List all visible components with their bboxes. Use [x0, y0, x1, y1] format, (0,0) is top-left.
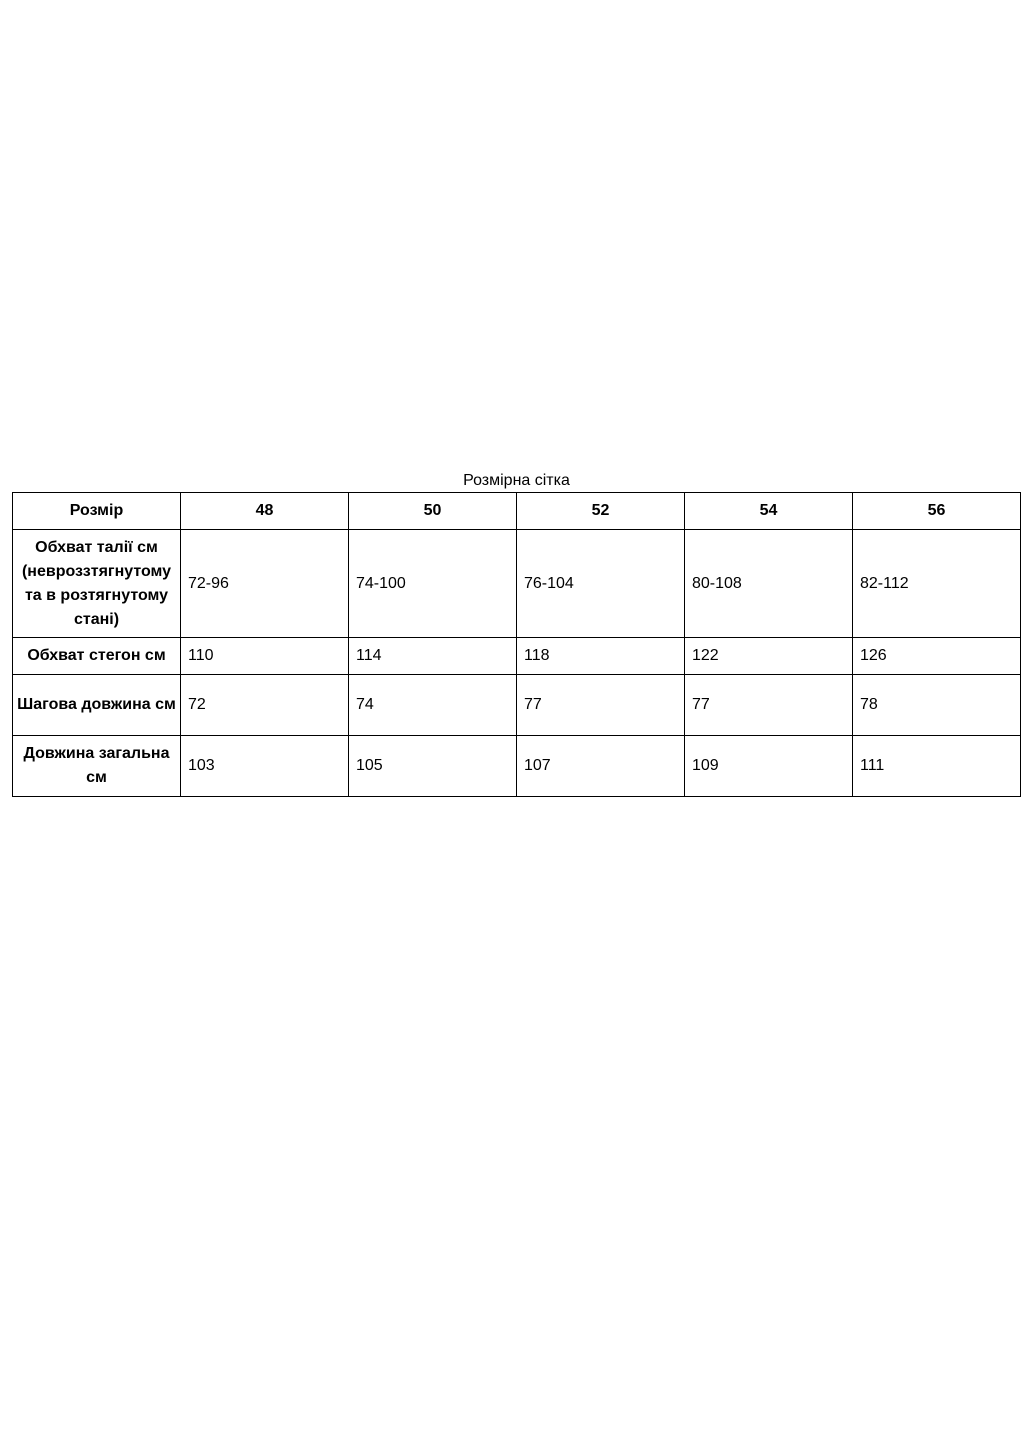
row-label-inseam: Шагова довжина см — [13, 675, 181, 736]
row-label-hips: Обхват стегон см — [13, 638, 181, 675]
table-cell: 107 — [517, 736, 685, 797]
row-label-total-length: Довжина загальна см — [13, 736, 181, 797]
table-cell: 82-112 — [853, 530, 1021, 638]
table-cell: 80-108 — [685, 530, 853, 638]
header-size-48: 48 — [181, 493, 349, 530]
table-cell: 111 — [853, 736, 1021, 797]
table-cell: 105 — [349, 736, 517, 797]
table-cell: 118 — [517, 638, 685, 675]
table-header-row — [13, 493, 1021, 530]
table-row — [13, 530, 1021, 638]
table-cell: 74-100 — [349, 530, 517, 638]
table-cell: 110 — [181, 638, 349, 675]
table-row — [13, 675, 1021, 736]
table-cell: 78 — [853, 675, 1021, 736]
table-cell: 76-104 — [517, 530, 685, 638]
header-size-52: 52 — [517, 493, 685, 530]
header-size-label: Розмір — [13, 493, 181, 530]
table-cell: 77 — [685, 675, 853, 736]
table-row — [13, 638, 1021, 675]
table-cell: 77 — [517, 675, 685, 736]
table-row — [13, 736, 1021, 797]
table-cell: 126 — [853, 638, 1021, 675]
table-cell: 72-96 — [181, 530, 349, 638]
header-size-54: 54 — [685, 493, 853, 530]
table-cell: 109 — [685, 736, 853, 797]
table-cell: 122 — [685, 638, 853, 675]
size-chart-title: Розмірна сітка — [463, 472, 570, 489]
table-cell: 114 — [349, 638, 517, 675]
table-cell: 74 — [349, 675, 517, 736]
header-size-50: 50 — [349, 493, 517, 530]
header-size-56: 56 — [853, 493, 1021, 530]
size-chart-table — [12, 492, 1021, 797]
table-cell: 103 — [181, 736, 349, 797]
table-cell: 72 — [181, 675, 349, 736]
row-label-waist: Обхват талії см (невроззтягнутому та в розтягнутому стані) — [13, 530, 181, 638]
